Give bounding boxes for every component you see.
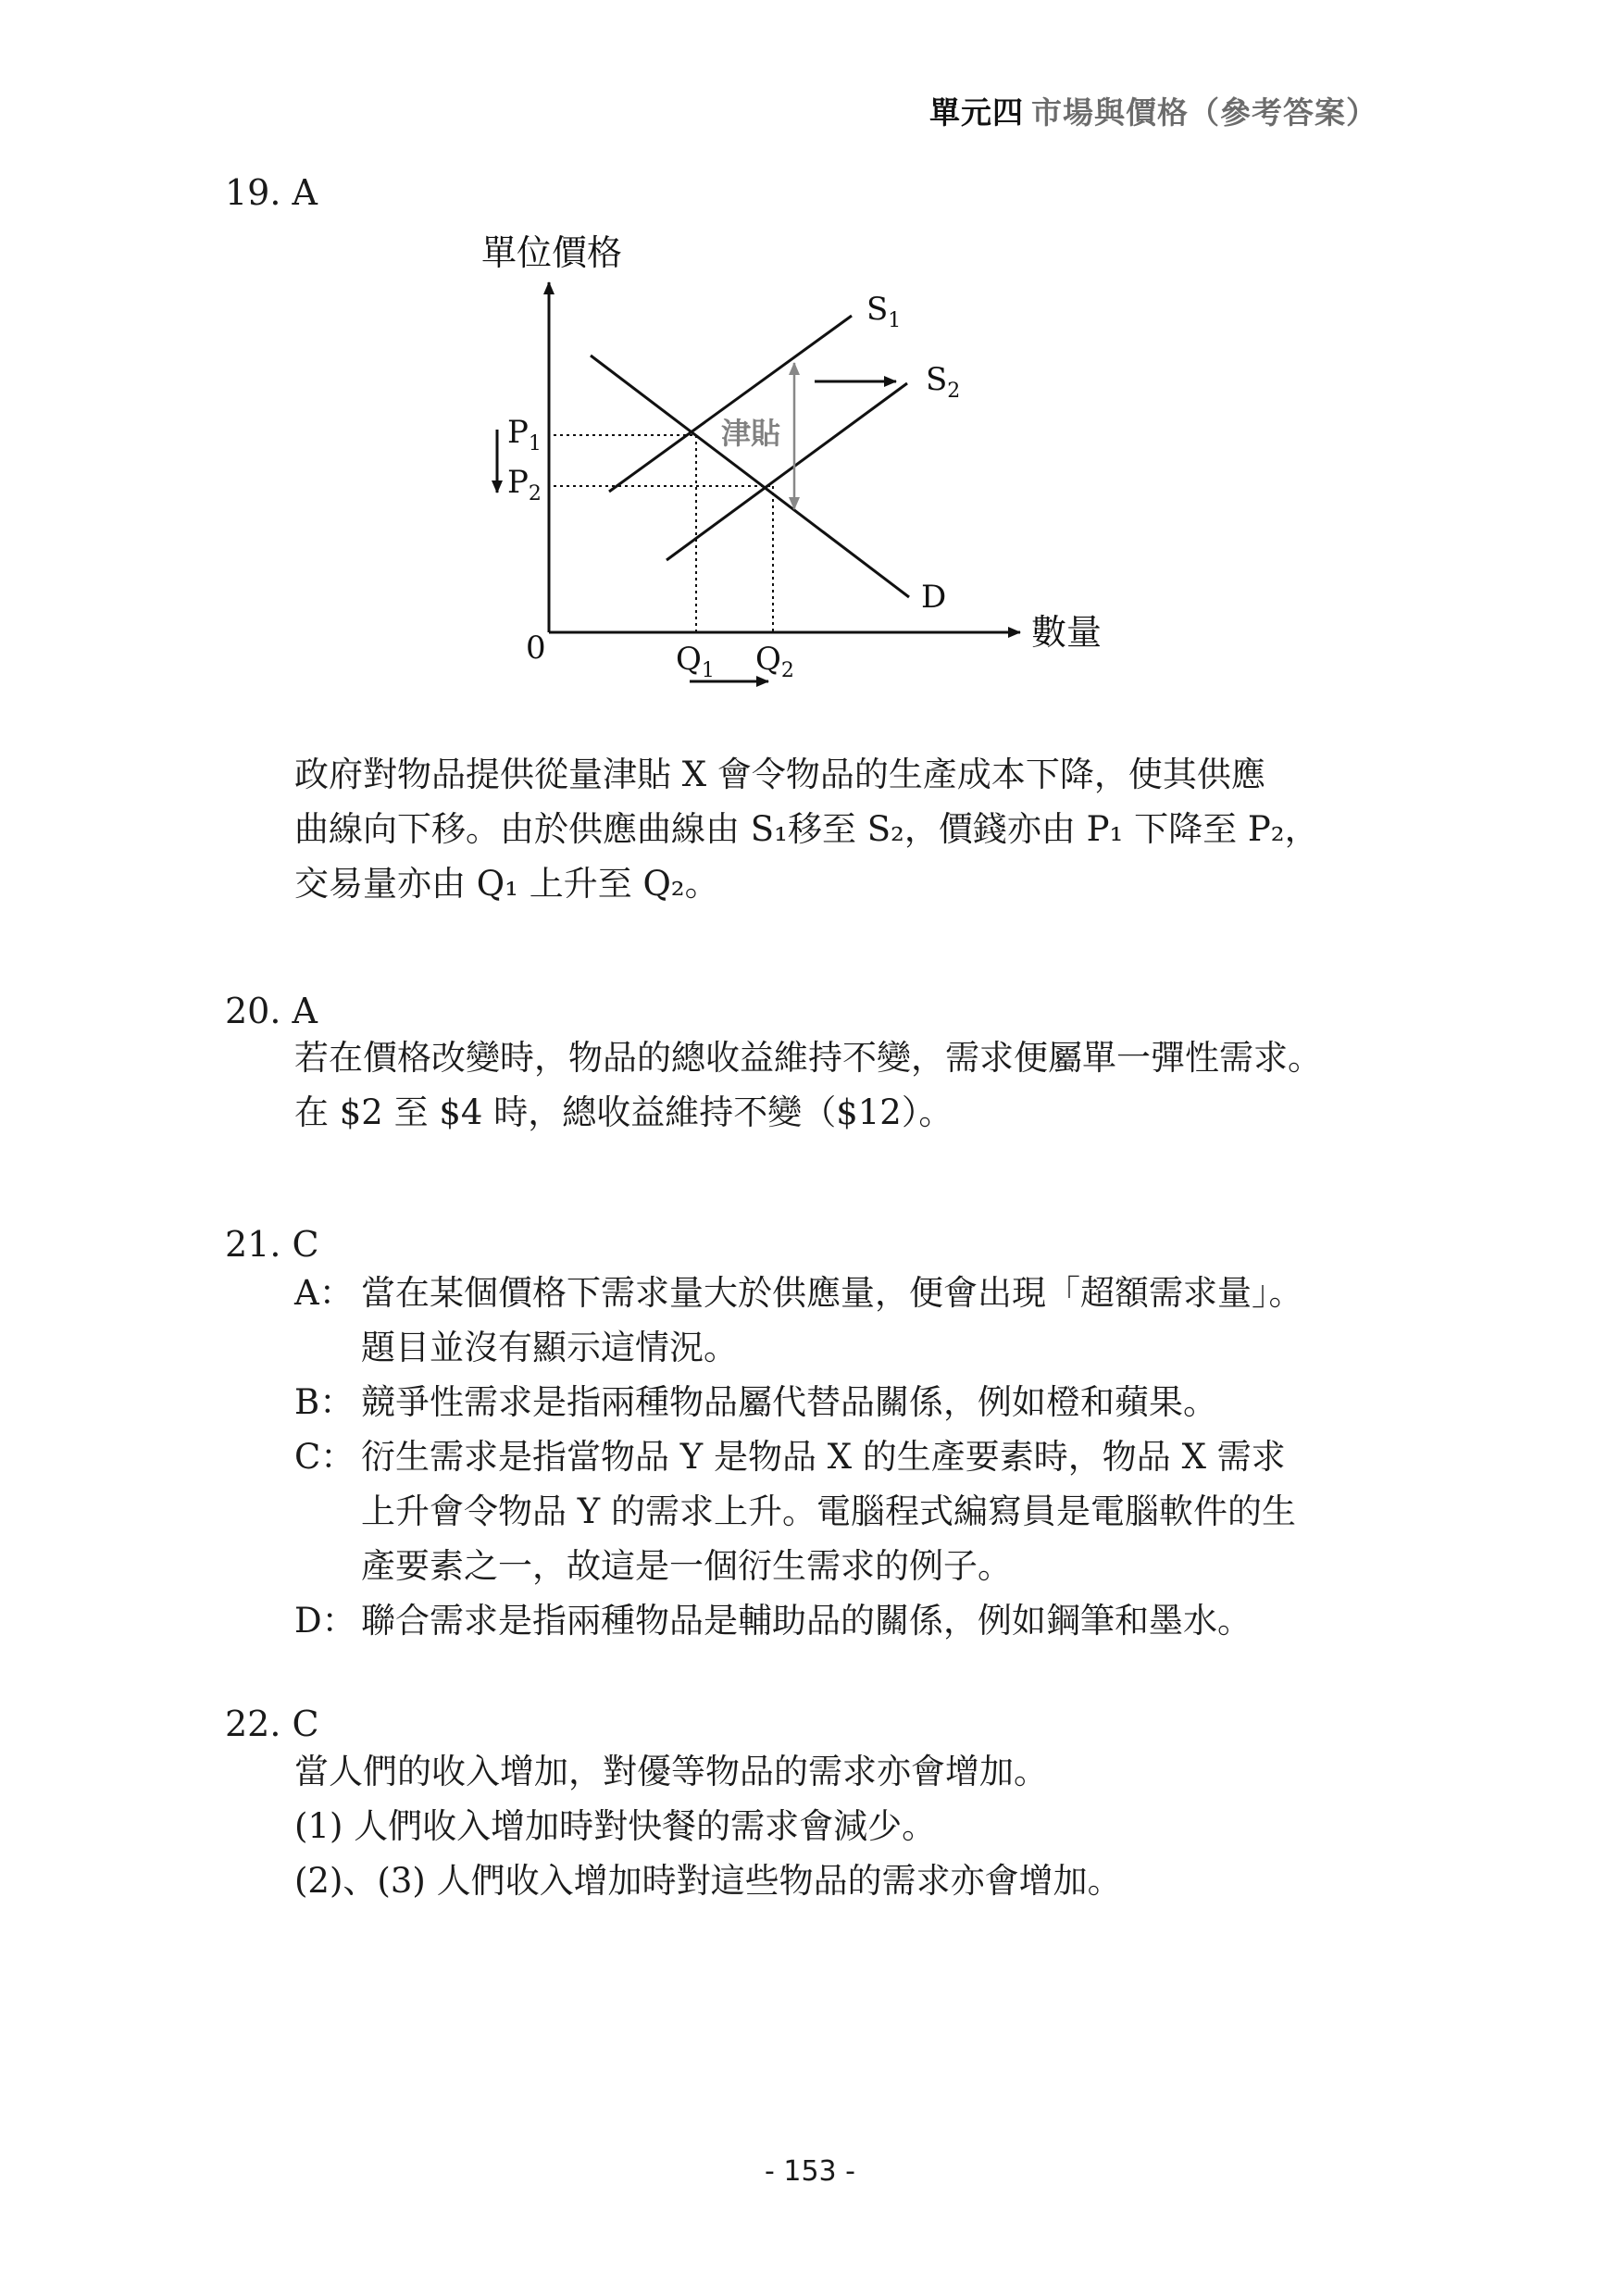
q20-line-1: 若在價格改變時，物品的總收益維持不變，需求便屬單一彈性需求。 <box>294 1038 1322 1078</box>
q19-explanation <box>294 747 1319 911</box>
q20-explanation <box>294 1030 1322 1140</box>
option-text: 當在某個價格下需求量大於供應量，便會出現「超額需求量」。 <box>361 1273 1303 1313</box>
q21-option-d <box>294 1593 1303 1648</box>
y-axis-label: 單位價格 <box>481 232 623 273</box>
option-label: D： <box>294 1601 356 1641</box>
supply-curve-s2 <box>667 383 907 560</box>
q20-answer: 20. A <box>225 991 318 1031</box>
option-label: B： <box>294 1382 355 1422</box>
option-label: C： <box>294 1437 355 1477</box>
subsidy-label: 津貼 <box>721 416 781 451</box>
option-text: 產要素之一，故這是一個衍生需求的例子。 <box>361 1546 1012 1586</box>
p2-label: $P_2$ <box>507 464 542 505</box>
option-text: 聯合需求是指兩種物品是輔助品的關係，例如鋼筆和墨水。 <box>361 1601 1252 1641</box>
s1-label: $S_1$ <box>866 291 902 332</box>
demand-label: D <box>921 579 947 616</box>
q2-label: $Q_2$ <box>755 641 794 682</box>
supply-curve-s1 <box>609 316 852 492</box>
q19-line-1: 政府對物品提供從量津貼 X 會令物品的生產成本下降，使其供應 <box>294 755 1265 794</box>
q19-line-3: 交易量亦由 Q₁ 上升至 Q₂。 <box>294 864 719 904</box>
origin-label: 0 <box>526 630 546 667</box>
x-axis-label: 數量 <box>1031 612 1103 653</box>
q21-option-b <box>294 1375 1303 1429</box>
p1-label: $P_1$ <box>507 414 542 455</box>
option-text: 上升會令物品 Y 的需求上升。電腦程式編寫員是電腦軟件的生 <box>361 1491 1296 1531</box>
q19-answer: 19. A <box>225 172 318 213</box>
q20-line-2: 在 $2 至 $4 時，總收益維持不變（$12）。 <box>294 1092 953 1132</box>
page-header <box>929 89 1377 132</box>
option-text: 競爭性需求是指兩種物品屬代替品關係，例如橙和蘋果。 <box>361 1382 1217 1422</box>
q22-line-3: (2)、(3) 人們收入增加時對這些物品的需求亦會增加。 <box>294 1861 1122 1901</box>
q19-supply-demand-diagram <box>444 218 1148 699</box>
q21-answer: 21. C <box>225 1224 319 1265</box>
q19-line-2: 曲線向下移。由於供應曲線由 S₁移至 S₂，價錢亦由 P₁ 下降至 P₂， <box>294 809 1319 849</box>
unit-label: 單元四 <box>929 94 1024 131</box>
q22-answer: 22. C <box>225 1703 319 1744</box>
unit-title: 市場與價格（參考答案） <box>1031 94 1377 131</box>
s2-label: $S_2$ <box>926 361 961 403</box>
option-text: 衍生需求是指當物品 Y 是物品 X 的生產要素時，物品 X 需求 <box>361 1437 1286 1477</box>
q21-option-a <box>294 1266 1303 1375</box>
q1-label: $Q_1$ <box>676 641 715 682</box>
q22-line-1: 當人們的收入增加，對優等物品的需求亦會增加。 <box>294 1752 1048 1791</box>
page-number: - 153 - <box>765 2155 855 2188</box>
demand-curve <box>591 356 909 597</box>
q22-line-2: (1) 人們收入增加時對快餐的需求會減少。 <box>294 1806 937 1846</box>
q21-option-c <box>294 1429 1303 1593</box>
option-label: A： <box>294 1273 354 1313</box>
q21-options <box>294 1266 1303 1648</box>
q22-explanation <box>294 1744 1122 1908</box>
option-text: 題目並沒有顯示這情況。 <box>361 1328 738 1367</box>
